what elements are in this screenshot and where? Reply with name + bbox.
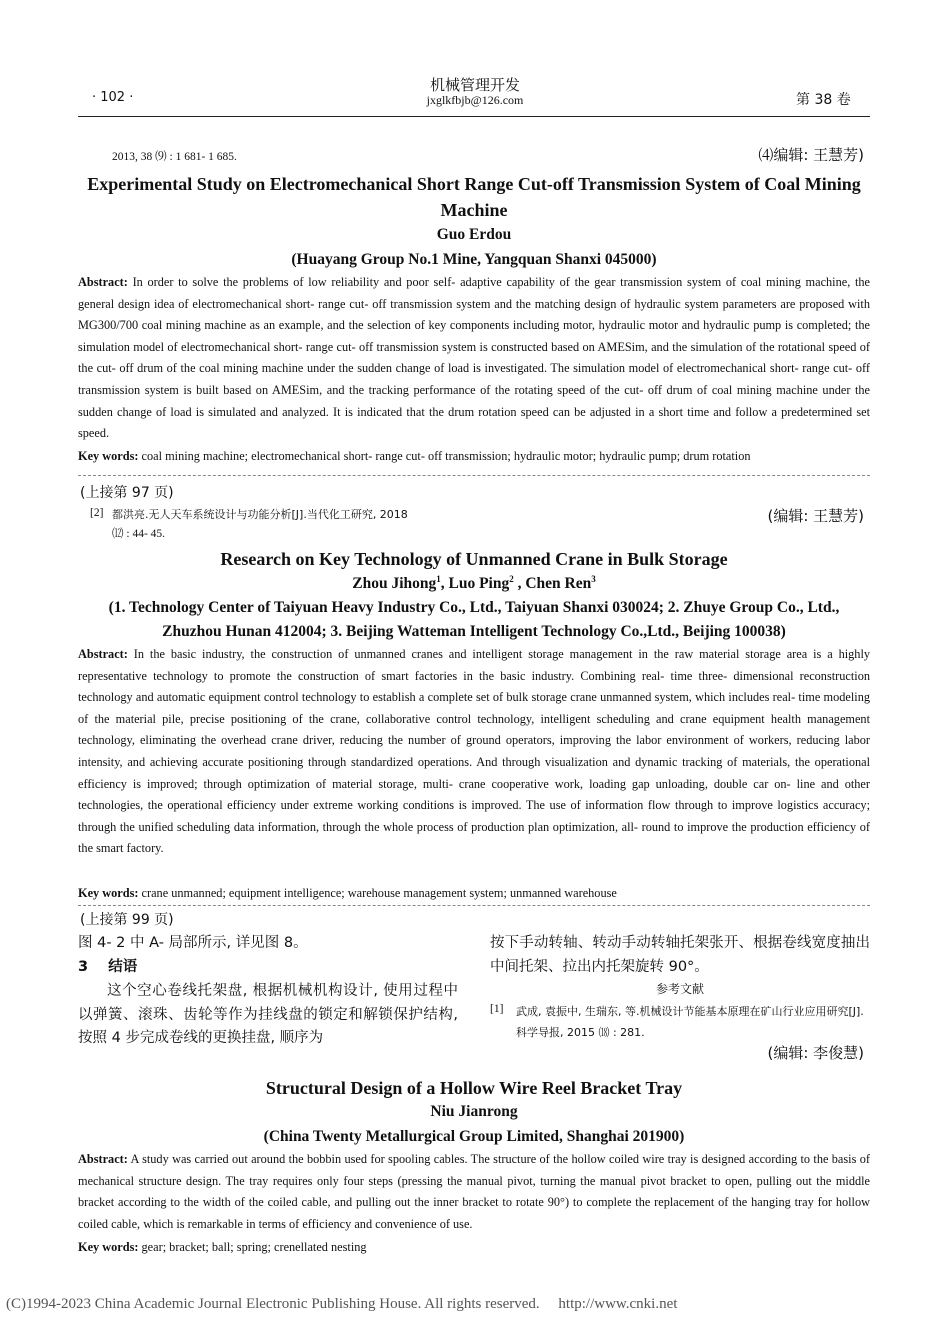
abstract-3: [78, 1149, 870, 1235]
heading-number: 3: [78, 959, 89, 975]
author-name-2: , Luo Ping: [440, 575, 510, 593]
article-title-2: Research on Key Technology of Unmanned Crane in Bulk Storage: [220, 549, 728, 569]
editor-note-3: (编辑: 李俊慧): [767, 1044, 864, 1062]
page-number: · 102 ·: [92, 90, 134, 105]
conclusion-paragraph: 这个空心卷线托架盘, 根据机械机构设计, 使用过程中以弹簧、滚珠、齿轮等作为挂线盘的锁定和解锁保护结构, 按照 4 步完成卷线的更换挂盘, 顺序为: [78, 983, 458, 1046]
article-affiliation-2: (1. Technology Center of Taiyuan Heavy Industry Co., Ltd., Taiyuan Shanxi 030024; 2. Zhuye Group Co., Ltd., Zhuzhou Hunan 412004; 3. Beijing Watteman Intelligent Technology Co.,Ltd., Beijing 100038): [108, 599, 840, 640]
references-heading: 参考文献: [655, 982, 704, 996]
volume-label: 第 38 卷: [796, 92, 851, 108]
author-sup-1: 1: [436, 574, 441, 584]
keywords-2: [78, 883, 870, 903]
ref-tail: 2013, 38 ⑼ : 1 681- 1 685.: [112, 151, 237, 163]
journal-email: jxglkfbjb@126.com: [426, 93, 524, 107]
ref-label-2: [2]: [90, 507, 104, 519]
keywords-text-2: crane unmanned; equipment intelligence; warehouse management system; unmanned warehouse: [141, 886, 617, 900]
right-paragraph: 按下手动转轴、转动手动转轴托架张开、根据卷线宽度抽出中间托架、拉出内托架旋转 90°。: [490, 935, 870, 975]
header-rule: [78, 116, 870, 117]
left-line-1: 图 4- 2 中 A- 局部所示, 详见图 8。: [78, 935, 308, 951]
keywords-label-3: Key words:: [78, 1240, 139, 1254]
article-title-1: Experimental Study on Electromechanical Short Range Cut-off Transmission System of Coal Mining Machine: [87, 174, 861, 220]
abstract-text-1: In order to solve the problems of low reliability and poor self- adaptive capability of the gear transmission system of coal mining machine, the general design idea of electromechanical short- range cut- off transmission system and the matching design of hydraulic system parameters are proposed with MG300/700 coal mining machine as an example, and the selection of key components including motor, hydraulic motor and hydraulic pump is completed; the simulation model of electromechanical short- range cut- off transmission system is constructed based on AMESim, and the simulation of the rotational speed of the cut- off drum of the coal mining machine under the sudden change of load is investigated. The simulation model of electromechanical short- range cut- off transmission system is built based on AMESim, and the tracking performance of the rotating speed of the cut- off drum of coal mining machine under the sudden change of load is simulated and analyzed. It is indicated that the drum rotation speed can be adjusted in a short time and follow a predetermined set speed.: [78, 275, 870, 441]
abstract-2: [78, 644, 870, 860]
article-authors-2: [78, 574, 870, 593]
article-author-3: Niu Jianrong: [430, 1103, 518, 1120]
article-affiliation-1: (Huayang Group No.1 Mine, Yangquan Shanxi 045000): [291, 251, 657, 268]
keywords-text-3: gear; bracket; ball; spring; crenellated nesting: [141, 1240, 367, 1254]
keywords-1: [78, 446, 870, 466]
author-name-1: Zhou Jihong: [352, 575, 437, 593]
copyright-footer: [6, 1296, 677, 1313]
article-affiliation-3: (China Twenty Metallurgical Group Limited, Shanghai 201900): [263, 1128, 685, 1145]
journal-name: 机械管理开发: [429, 76, 520, 94]
cnki-link[interactable]: http://www.cnki.net: [558, 1296, 678, 1312]
copyright-text: (C)1994-2023 China Academic Journal Electronic Publishing House. All rights reserved.: [6, 1296, 540, 1312]
ref-line2-2: ⑿ : 44- 45.: [112, 528, 166, 540]
abstract-label-1: Abstract:: [78, 275, 128, 289]
editor-note-2: (编辑: 王慧芳): [767, 507, 864, 525]
keywords-text-1: coal mining machine; electromechanical short- range cut- off transmission; hydraulic motor; hydraulic pump; drum rotation: [141, 449, 751, 463]
abstract-text-3: A study was carried out around the bobbin used for spooling cables. The structure of the hollow coiled wire tray is designed according to the basis of mechanical structure design. The tray requires only four steps (pressing the manual pivot, turning the manual pivot bracket to open, pulling out the middle bracket according to the width of the coiled cable, and pulling out the inner bracket to rotate 90°) to complete the replacement of the hanging tray for hollow coiled cable, which is remarkable in terms of efficiency and convenience of use.: [78, 1152, 870, 1231]
ref-label-3: [1]: [490, 1003, 504, 1015]
continued-note-2: (上接第 97 页): [80, 485, 174, 501]
editor-note-1: ⑷编辑: 王慧芳): [758, 146, 864, 164]
abstract-label-3: Abstract:: [78, 1152, 128, 1166]
ref-text-3: 武成, 袁振中, 生瑞东, 等.机械设计节能基本原理在矿山行业应用研究[J].科学导报, 2015 ⒅ : 281.: [516, 1005, 864, 1039]
abstract-text-2: In the basic industry, the construction of unmanned cranes and intelligent storage management in the raw material storage area is a highly representative technology to promote the construction of smart factories in the basic industry. Combining real- time three- dimensional reconstruction technology and automatic equipment control technology to establish a complete set of bulk storage crane unmanned system, which includes real- time modeling of the material pile, precise positioning of the crane, collaborative control technology, intelligent scheduling and crane equipment health management technology, eliminating the overhead crane driver, reducing the number of ground operators, improving the labor environment of workers, reducing labor intensity, and achieving accurate positioning through standardized operations. And through visualization and dynamic tracking of materials, the operational efficiency is improved; through optimization of material storage, multi- crane cooperative work, loading gap unloading, double car on- line and other technologies, the operational efficiency under extreme working conditions is improved. The use of information flow through to improve logistics accuracy; through the unified scheduling data information, through the whole process of production plan optimization, all- round to improve the production efficiency of the smart factory.: [78, 647, 871, 856]
section-divider-1: [78, 475, 870, 476]
heading-text: 结语: [108, 959, 138, 975]
author-sup-2: 2: [509, 574, 514, 584]
author-sup-3: 3: [591, 574, 596, 584]
conclusion-heading: [78, 956, 458, 980]
keywords-label-1: Key words:: [78, 449, 139, 463]
article-title-3: Structural Design of a Hollow Wire Reel Bracket Tray: [265, 1078, 683, 1098]
article-author-1: Guo Erdou: [436, 226, 512, 243]
keywords-3: [78, 1237, 870, 1257]
abstract-1: [78, 272, 870, 445]
ref-line1-2: 都洪亮.无人天车系统设计与功能分析[J].当代化工研究, 2018: [112, 508, 408, 521]
section-divider-2: [78, 905, 870, 906]
keywords-label-2: Key words:: [78, 886, 139, 900]
author-name-3: , Chen Ren: [513, 575, 592, 593]
abstract-label-2: Abstract:: [78, 647, 128, 661]
continued-note-3: (上接第 99 页): [80, 912, 174, 928]
